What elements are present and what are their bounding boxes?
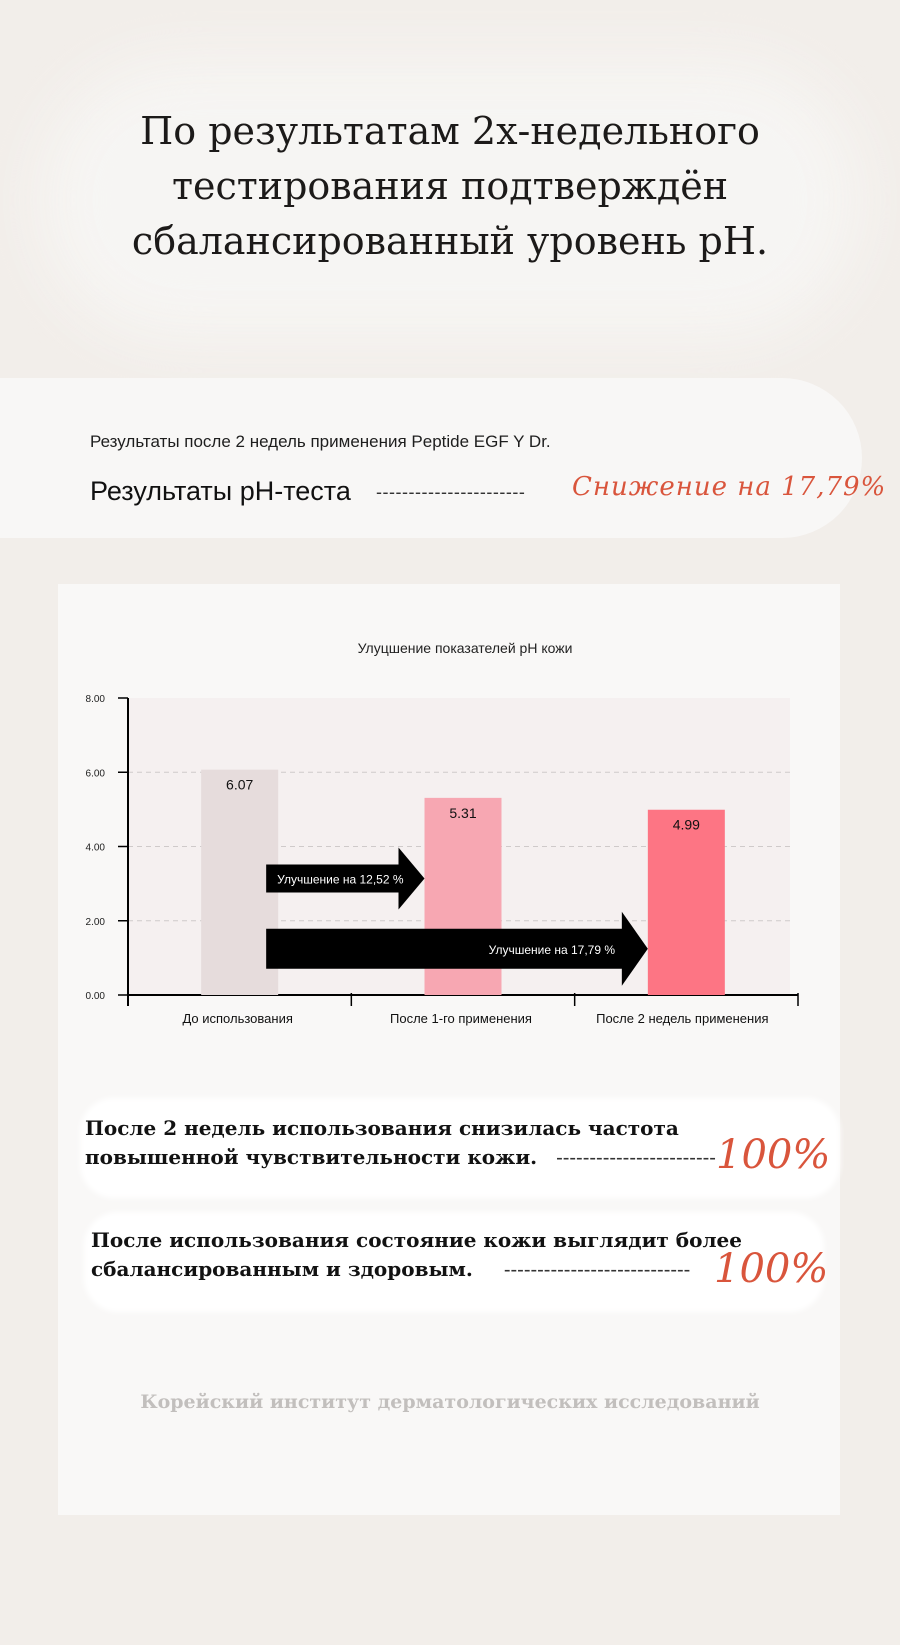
- result-label: Результаты pH-теста: [90, 476, 351, 506]
- x-category-label: После 2 недель применения: [596, 1011, 769, 1026]
- statement-1: [85, 1114, 716, 1173]
- footer-institute: Корейский институт дерматологических исследований: [140, 1391, 760, 1413]
- chart-title: Улуцшение показателей pH кожи: [357, 640, 573, 656]
- result-subtitle: Результаты после 2 недель применения Peptide EGF Y Dr.: [90, 432, 551, 451]
- x-category-label: После 1-го применения: [390, 1011, 532, 1026]
- statement-2-dashes: ----------------------------: [503, 1259, 691, 1281]
- y-tick-label: 8.00: [85, 694, 105, 705]
- headline-line-2: тестирования подтверждён: [171, 164, 729, 208]
- page-headline: [0, 104, 900, 269]
- improvement-arrow-label: Улучшение на 12,52 %: [277, 872, 404, 887]
- bar: [648, 810, 725, 995]
- x-category-label: До использования: [182, 1011, 293, 1026]
- y-tick-label: 4.00: [85, 842, 105, 854]
- ph-bar-chart: [58, 680, 818, 1040]
- statement-1-line-2: повышенной чувствительности кожи.: [85, 1145, 538, 1169]
- statement-2-line-2: сбалансированным и здоровым.: [91, 1257, 473, 1281]
- bar-value-label: 5.31: [449, 804, 477, 821]
- headline-line-1: По результатам 2х-недельного: [140, 109, 760, 153]
- y-tick-label: 2.00: [85, 916, 105, 928]
- statement-2: [91, 1226, 742, 1285]
- bar-value-label: 6.07: [226, 776, 254, 793]
- statement-2-line-1: После использования состояние кожи выглядит более: [91, 1228, 742, 1252]
- headline-line-3: сбалансированный уровень pH.: [131, 219, 769, 263]
- statement-1-line-1: После 2 недель использования снизилась частота: [85, 1116, 679, 1140]
- statement-2-percent: 100%: [714, 1246, 829, 1292]
- statement-1-percent: 100%: [716, 1132, 831, 1178]
- result-dashes: -----------------------: [376, 482, 526, 502]
- bar-value-label: 4.99: [672, 816, 700, 833]
- result-value: Снижение на 17,79%: [572, 472, 887, 502]
- y-tick-label: 0.00: [85, 991, 105, 1002]
- improvement-arrow-label: Улучшение на 17,79 %: [488, 942, 616, 957]
- result-band: [0, 378, 862, 538]
- statement-1-dashes: ------------------------: [556, 1147, 716, 1169]
- y-tick-label: 6.00: [85, 768, 105, 780]
